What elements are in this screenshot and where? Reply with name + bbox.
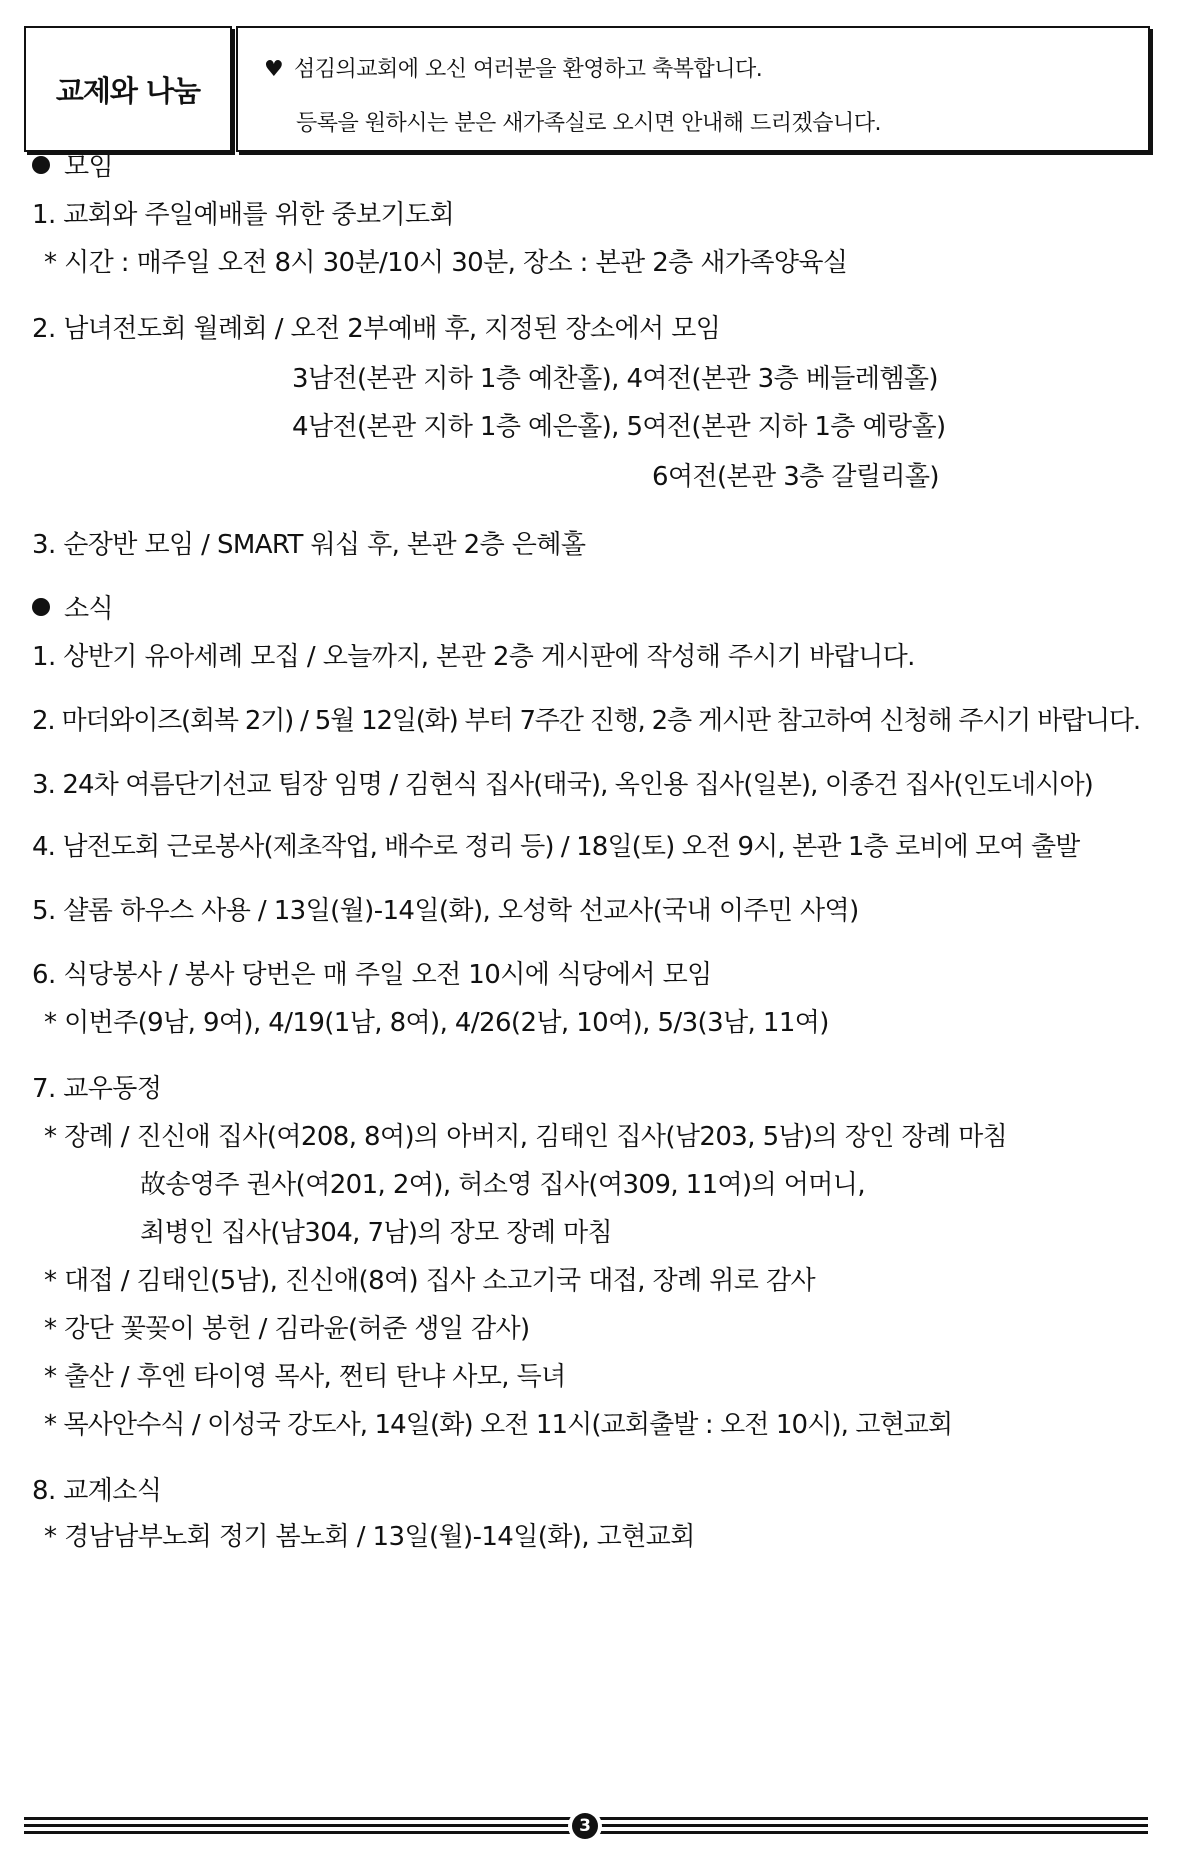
news-item-5: 5. 샬롬 하우스 사용 / 13일(월)-14일(화), 오성학 선교사(국내 이주민 사역) [32, 896, 859, 926]
bullet-icon [32, 156, 50, 174]
news-item-3: 3. 24차 여름단기선교 팀장 임명 / 김현식 집사(태국), 옥인용 집사(일본), 이종건 집사(인도네시아) [32, 770, 1093, 800]
section-title: 교제와 나눔 [55, 73, 201, 108]
news-item-2: 2. 마더와이즈(회복 2기) / 5월 12일(화) 부터 7주간 진행, 2층 게시판 참고하여 신청해 주시기 바랍니다. [32, 706, 1140, 736]
news-item-4: 4. 남전도회 근로봉사(제초작업, 배수로 정리 등) / 18일(토) 오전 9시, 본관 1층 로비에 모여 출발 [32, 832, 1080, 862]
members-birth: * 출산 / 후엔 타이영 목사, 쩐티 탄냐 사모, 득녀 [44, 1362, 566, 1392]
heart-icon: ♥ [264, 57, 284, 82]
news-item-6: 6. 식당봉사 / 봉사 당번은 매 주일 오전 10시에 식당에서 모임 [32, 960, 712, 990]
welcome-line-2: 등록을 원하시는 분은 새가족실로 오시면 안내해 드리겠습니다. [296, 111, 882, 136]
meeting-place-1: 3남전(본관 지하 1층 예찬홀), 4여전(본관 3층 베들레헴홀) [292, 364, 938, 394]
meeting-item-1: 1. 교회와 주일예배를 위한 중보기도회 [32, 200, 455, 230]
meetings-heading-text: 모임 [64, 152, 114, 182]
footer-rule [24, 1814, 1148, 1838]
news-heading [32, 592, 113, 626]
section-title-box [24, 26, 232, 152]
news-item-8-detail: * 경남남부노회 정기 봄노회 / 13일(월)-14일(화), 고현교회 [44, 1522, 695, 1552]
members-funeral-3: 최병인 집사(남304, 7남)의 장모 장례 마침 [140, 1218, 613, 1248]
members-funeral: * 장례 / 진신애 집사(여208, 8여)의 아버지, 김태인 집사(남203, 5남)의 장인 장례 마침 [44, 1122, 1008, 1152]
welcome-line-1 [264, 52, 762, 83]
meeting-item-1-detail: * 시간 : 매주일 오전 8시 30분/10시 30분, 장소 : 본관 2층 새가족양육실 [44, 248, 848, 278]
news-item-8: 8. 교계소식 [32, 1476, 162, 1506]
meetings-heading [32, 150, 113, 184]
bullet-icon [32, 598, 50, 616]
news-heading-text: 소식 [64, 594, 114, 624]
members-funeral-2: 故송영주 권사(여201, 2여), 허소영 집사(여309, 11여)의 어머니, [140, 1170, 865, 1200]
members-hospitality: * 대접 / 김태인(5남), 진신애(8여) 집사 소고기국 대접, 장례 위로 감사 [44, 1266, 815, 1296]
welcome-text-1: 섬김의교회에 오신 여러분을 환영하고 축복합니다. [294, 57, 763, 82]
meeting-place-3: 6여전(본관 3층 갈릴리홀) [652, 462, 939, 492]
meeting-place-2: 4남전(본관 지하 1층 예은홀), 5여전(본관 지하 1층 예랑홀) [292, 412, 946, 442]
welcome-box [236, 26, 1150, 152]
meeting-item-3: 3. 순장반 모임 / SMART 워십 후, 본관 2층 은혜홀 [32, 530, 586, 560]
meeting-item-2: 2. 남녀전도회 월례회 / 오전 2부예배 후, 지정된 장소에서 모임 [32, 314, 721, 344]
news-item-1: 1. 상반기 유아세례 모집 / 오늘까지, 본관 2층 게시판에 작성해 주시기 바랍니다. [32, 642, 915, 672]
page-number: 3 [572, 1813, 598, 1839]
members-flowers: * 강단 꽃꽂이 봉헌 / 김라윤(허준 생일 감사) [44, 1314, 530, 1344]
news-item-7: 7. 교우동정 [32, 1074, 162, 1104]
news-item-6-detail: * 이번주(9남, 9여), 4/19(1남, 8여), 4/26(2남, 10여), 5/3(3남, 11여) [44, 1008, 829, 1038]
members-ordination: * 목사안수식 / 이성국 강도사, 14일(화) 오전 11시(교회출발 : 오전 10시), 고현교회 [44, 1410, 953, 1440]
